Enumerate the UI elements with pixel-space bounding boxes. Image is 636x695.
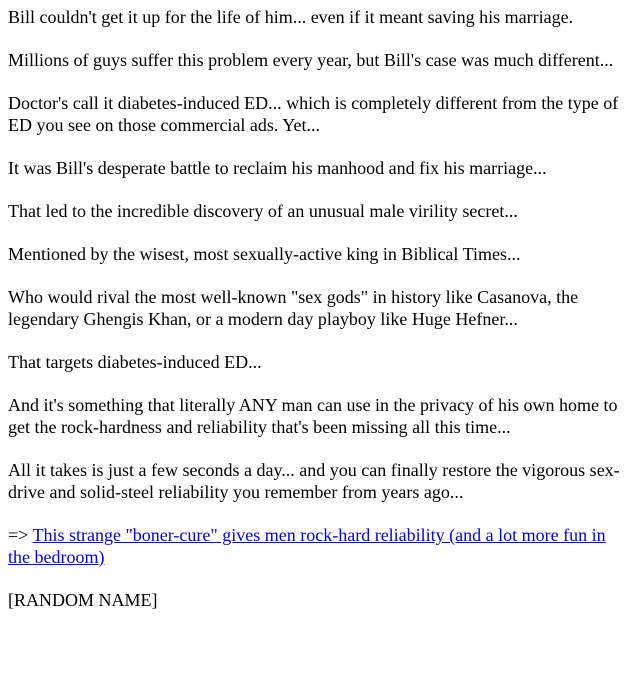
paragraph-1: Bill couldn't get it up for the life of him... even if it meant saving his marriage. — [8, 7, 574, 27]
paragraph-10: All it takes is just a few seconds a day... and you can finally restore the vigorous sex-drive and solid-steel reliability you remember from years ago... — [8, 460, 620, 502]
paragraph-7: Who would rival the most well-known "sex gods" in history like Casanova, the legendary Ghengis Khan, or a modern day playboy like Huge Hefner... — [8, 287, 579, 329]
paragraph-4: It was Bill's desperate battle to reclaim his manhood and fix his marriage... — [8, 158, 547, 178]
paragraph-2: Millions of guys suffer this problem every year, but Bill's case was much different... — [8, 50, 614, 70]
paragraph-8: That targets diabetes-induced ED... — [8, 352, 262, 372]
cta-link[interactable]: This strange "boner-cure" gives men rock-hard reliability (and a lot more fun in the bedroom) — [8, 525, 606, 567]
signature: [RANDOM NAME] — [8, 590, 158, 610]
paragraph-6: Mentioned by the wisest, most sexually-active king in Biblical Times... — [8, 244, 521, 264]
cta-line — [8, 524, 628, 568]
paragraph-9: And it's something that literally ANY man can use in the privacy of his own home to get the rock-hardness and reliability that's been missing all this time... — [8, 395, 618, 437]
paragraph-5: That led to the incredible discovery of an unusual male virility secret... — [8, 201, 518, 221]
cta-prefix: => — [8, 525, 33, 545]
paragraph-3: Doctor's call it diabetes-induced ED... which is completely different from the type of ED you see on those commercial ads. Yet... — [8, 93, 619, 135]
